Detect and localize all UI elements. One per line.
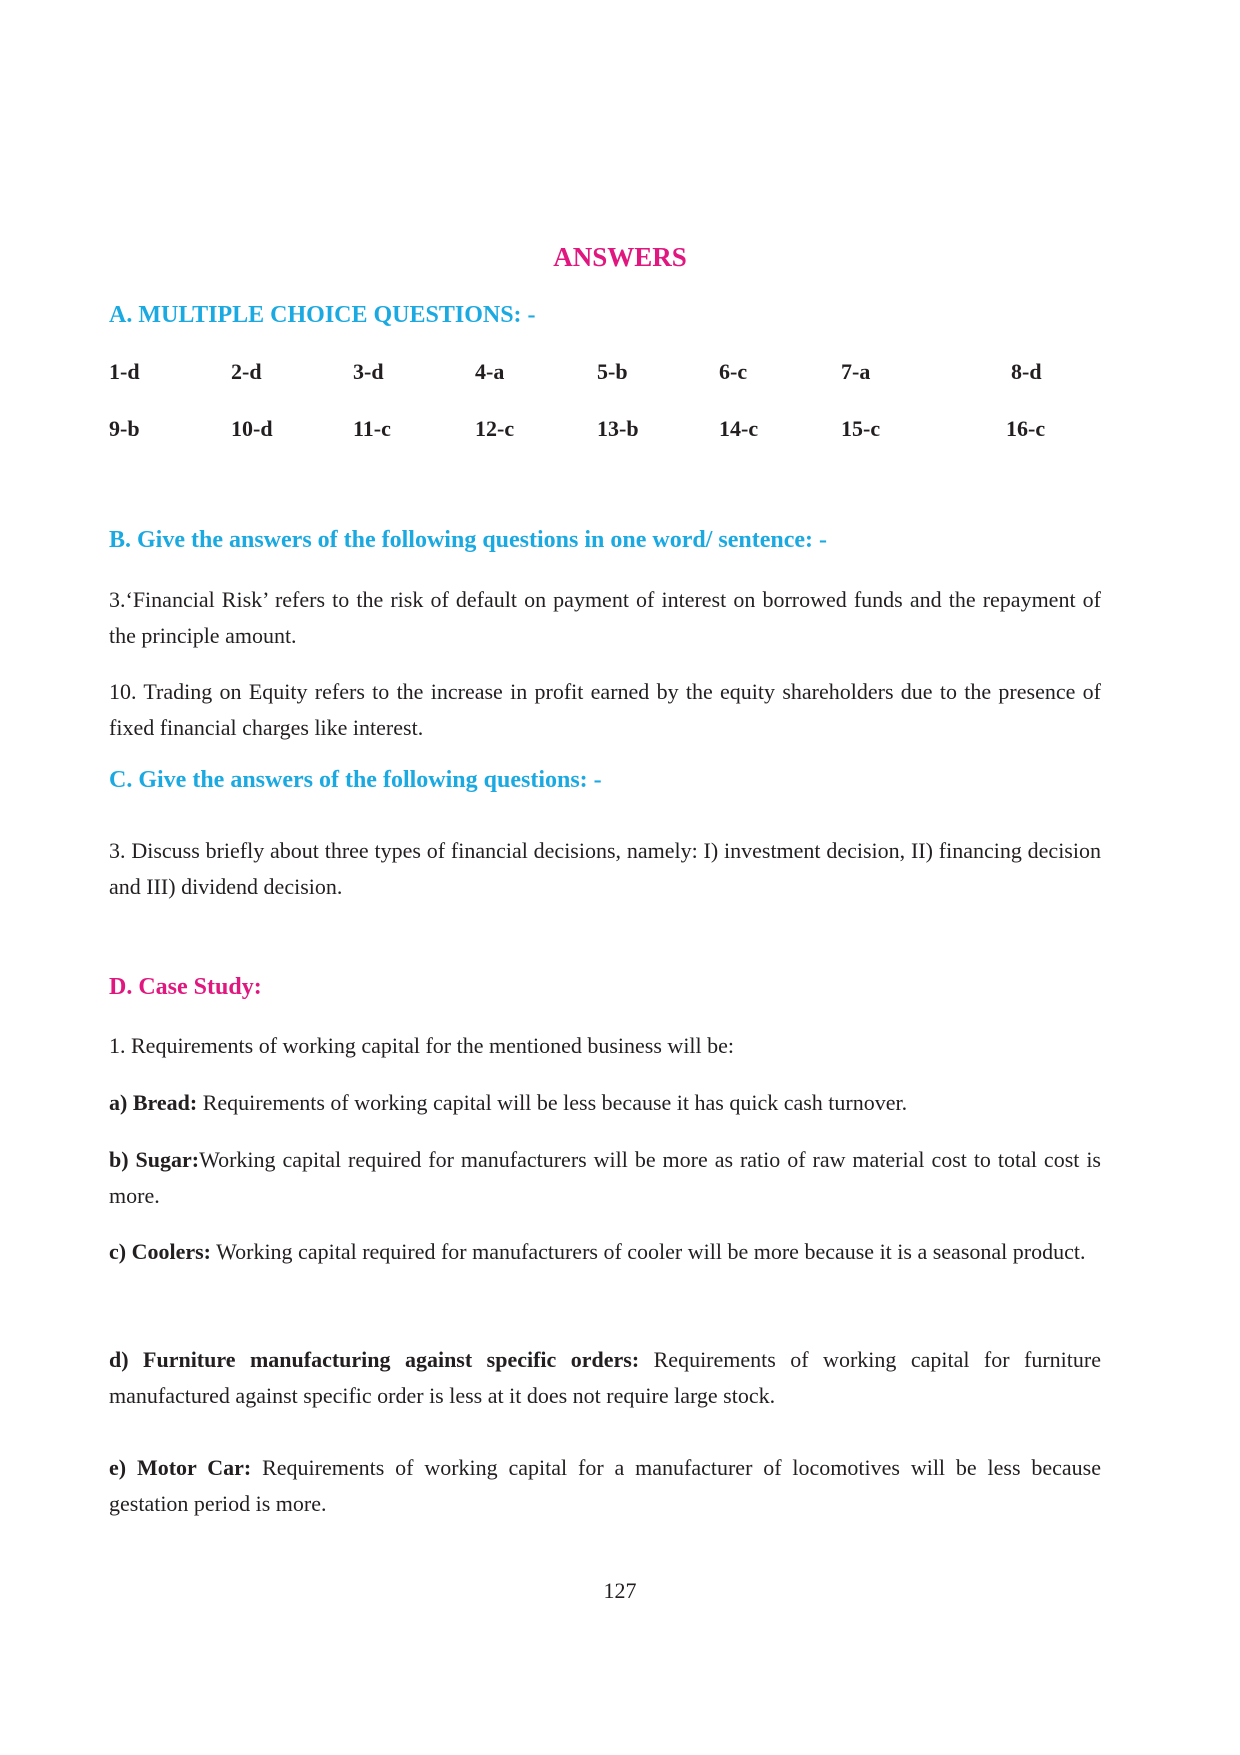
mcq-answer: 7-a [841, 359, 871, 384]
mcq-answer: 9-b [109, 416, 140, 441]
item-label: b) Sugar: [109, 1147, 200, 1172]
section-c-heading: C. Give the answers of the following questions: - [109, 767, 602, 793]
mcq-row-2 [109, 416, 1109, 446]
mcq-answer: 12-c [475, 416, 515, 441]
page-number: 127 [603, 1578, 637, 1603]
mcq-row-1 [109, 359, 1109, 389]
item-text: Requirements of working capital for furniture manufactured against specific order is less at it does not require large stock. [109, 1347, 1101, 1408]
mcq-answer: 14-c [719, 416, 759, 441]
page-title: ANSWERS [553, 242, 687, 272]
item-label: d) Furniture manufacturing against specific orders: [109, 1347, 640, 1372]
case-study-item-motor-car [109, 1450, 1101, 1522]
mcq-answer: 6-c [719, 359, 748, 384]
section-b-answer-10: 10. Trading on Equity refers to the increase in profit earned by the equity shareholders due to the presence of fixed financial charges like interest. [109, 679, 1101, 740]
case-study-item-bread [109, 1085, 1101, 1121]
mcq-answer: 5-b [597, 359, 628, 384]
mcq-answer: 2-d [231, 359, 262, 384]
item-label: a) Bread: [109, 1090, 198, 1115]
item-text: Working capital required for manufacturers will be more as ratio of raw material cost to total cost is more. [109, 1147, 1101, 1208]
mcq-answer: 13-b [597, 416, 639, 441]
case-study-intro: 1. Requirements of working capital for the mentioned business will be: [109, 1033, 735, 1058]
mcq-answer: 3-d [353, 359, 384, 384]
item-text: Requirements of working capital will be less because it has quick cash turnover. [197, 1090, 908, 1115]
item-label: c) Coolers: [109, 1239, 212, 1264]
mcq-answer: 11-c [353, 416, 391, 441]
section-b-heading: B. Give the answers of the following questions in one word/ sentence: - [109, 527, 827, 553]
section-a-heading: A. MULTIPLE CHOICE QUESTIONS: - [109, 302, 536, 328]
item-label: e) Motor Car: [109, 1455, 252, 1480]
mcq-answer: 16-c [1006, 416, 1046, 441]
mcq-answer: 8-d [1011, 359, 1042, 384]
mcq-answer: 10-d [231, 416, 273, 441]
mcq-answer: 4-a [475, 359, 505, 384]
case-study-item-furniture [109, 1342, 1101, 1414]
section-d-heading: D. Case Study: [109, 974, 262, 1000]
item-text: Requirements of working capital for a manufacturer of locomotives will be less because gestation period is more. [109, 1455, 1101, 1516]
item-text: Working capital required for manufacturers of cooler will be more because it is a seasonal product. [211, 1239, 1086, 1264]
mcq-answer: 1-d [109, 359, 140, 384]
case-study-item-sugar [109, 1142, 1101, 1214]
mcq-answer: 15-c [841, 416, 881, 441]
section-b-answer-3: 3.‘Financial Risk’ refers to the risk of default on payment of interest on borrowed funds and the repayment of the principle amount. [109, 587, 1101, 648]
section-c-answer-3: 3. Discuss briefly about three types of financial decisions, namely: I) investment decision, II) financing decision and III) dividend decision. [109, 838, 1101, 899]
case-study-item-coolers [109, 1234, 1101, 1270]
